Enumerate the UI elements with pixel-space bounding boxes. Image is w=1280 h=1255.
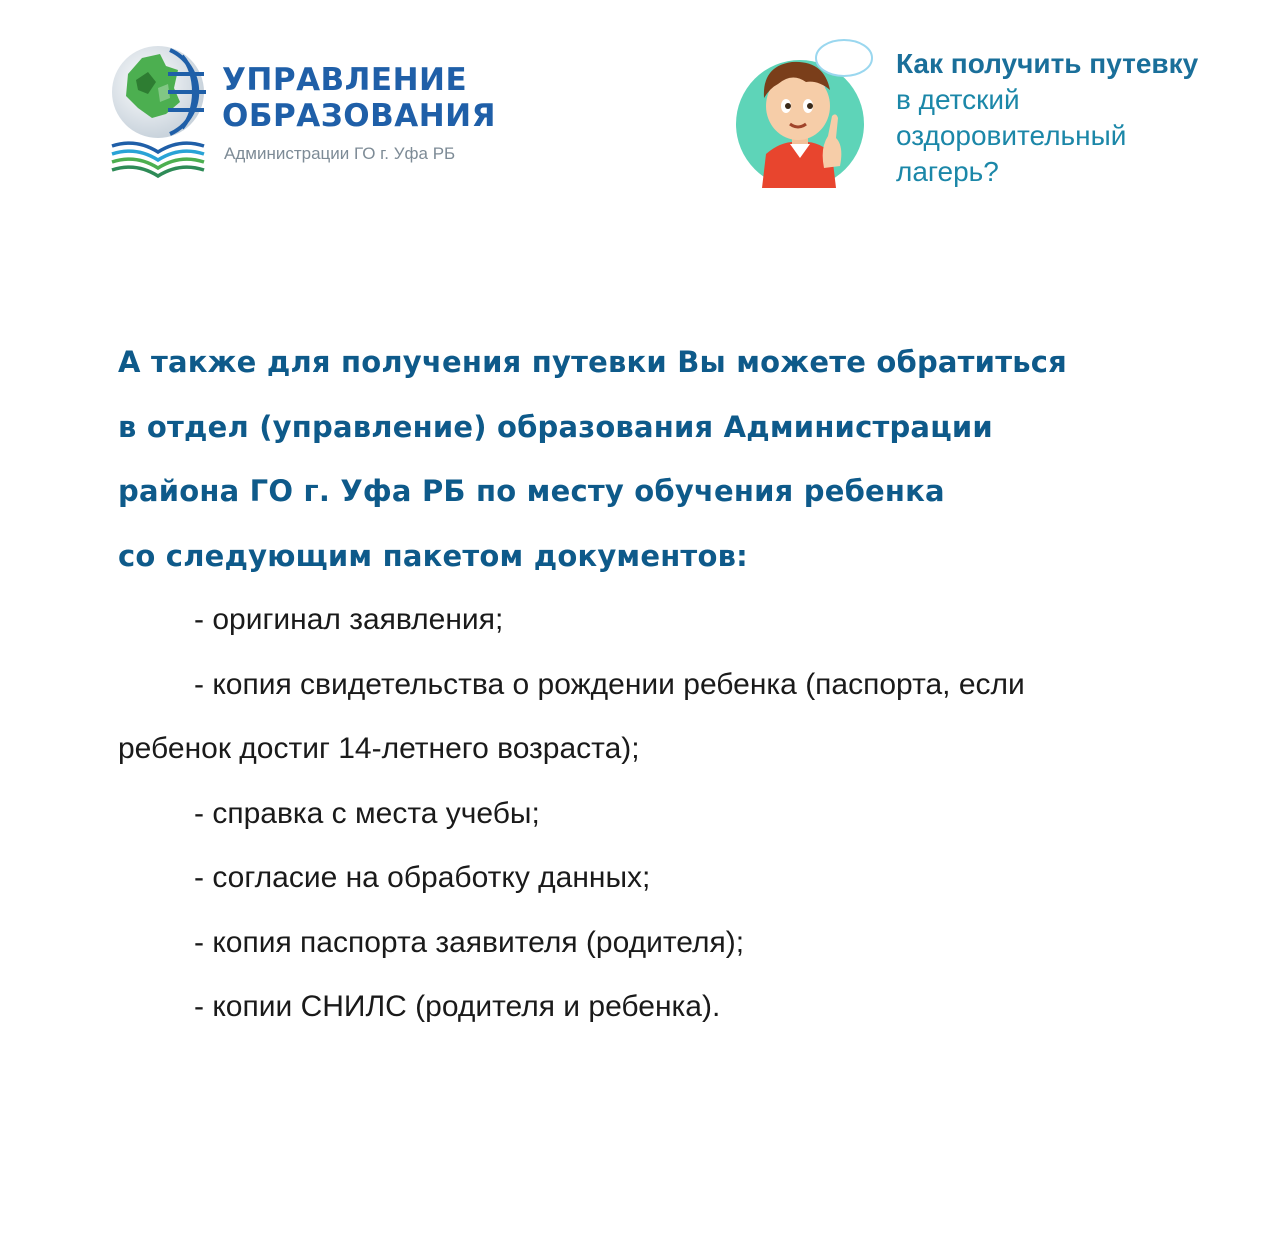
list-item-continuation: ребенок достиг 14-летнего возраста); [118, 732, 640, 765]
documents-list [118, 588, 1238, 1040]
globe-book-emblem-icon [108, 44, 212, 180]
question-line4: лагерь? [896, 156, 999, 187]
list-item: - копия свидетельства о рождении ребенка (паспорта, если [194, 667, 1025, 701]
question-line1: Как получить путевку [896, 48, 1199, 79]
logo-title [222, 62, 496, 134]
list-item: - оригинал заявления; [194, 603, 504, 636]
question-line3: оздоровительный [896, 120, 1127, 151]
lead-paragraph [118, 330, 1238, 588]
lead-line: в отдел (управление) образования Администрации [118, 409, 993, 444]
question-heading [896, 46, 1198, 190]
organization-logo [108, 44, 508, 184]
logo-subtitle: Администрации ГО г. Уфа РБ [224, 144, 456, 163]
list-item: - справка с места учебы; [194, 796, 540, 830]
lead-line: района ГО г. Уфа РБ по месту обучения ребенка [118, 474, 945, 508]
logo-title-line1: УПРАВЛЕНИЕ [222, 62, 468, 98]
lead-line: со следующим пакетом документов: [118, 538, 748, 573]
logo-title-line2: ОБРАЗОВАНИЯ [222, 98, 496, 134]
list-item: - копия паспорта заявителя (родителя); [194, 925, 745, 959]
list-item: - копии СНИЛС (родителя и ребенка). [194, 990, 721, 1023]
lead-line: А также для получения путевки Вы можете обратиться [118, 345, 1067, 379]
question-line2: в детский [896, 84, 1020, 115]
main-content [118, 330, 1238, 1040]
list-item: - согласие на обработку данных; [194, 861, 651, 894]
thinking-boy-icon [732, 36, 882, 188]
